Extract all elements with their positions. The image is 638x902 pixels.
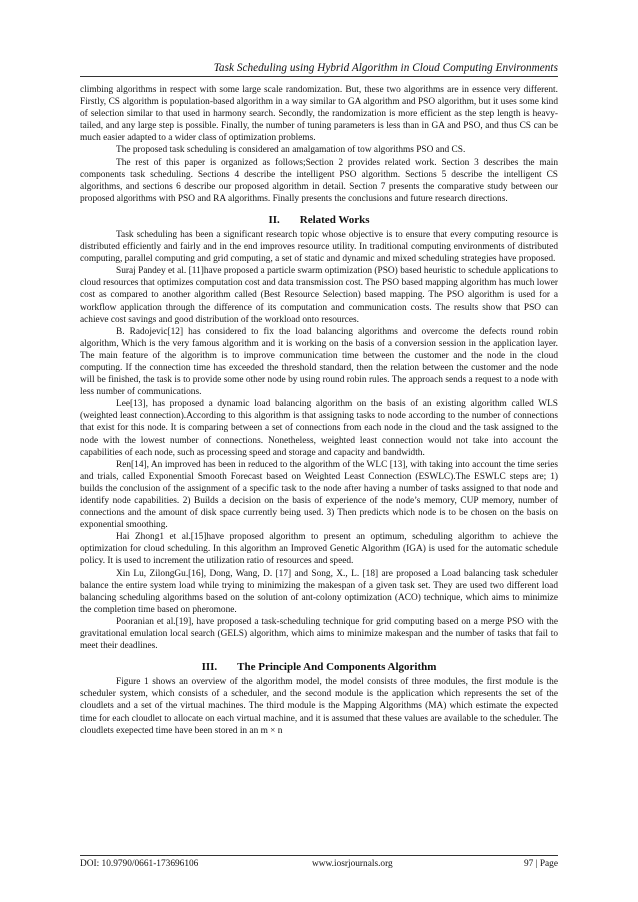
header-rule [80, 76, 558, 77]
paragraph: Hai Zhong1 et al.[15]have proposed algorithm to present an optimum, scheduling algorithm to achieve the optimization for cloud scheduling. In this algorithm an Improved Genetic Algorithm (IGA) is used for the automatic schedule policy. It is used to increment the utilization ratio of resources and speed. [80, 532, 558, 567]
journal-website: www.iosrjournals.org [312, 859, 393, 869]
doi-label: DOI: 10.9790/0661-173696106 [80, 859, 199, 869]
section-heading-related-works [80, 214, 558, 227]
paragraph: B. Radojevic[12] has considered to fix the load balancing algorithms and overcome the defects round robin algorithm, Which is the very famous algorithm and it is working on the basis of a conversion session in the application layer. The main feature of the algorithm is to improve communication time between the customer and the node in the cloud computing. If the connection time has exceeded the threshold standard, then the relation between the customer and the node will be finished, the task is to provide some other node by using round robin rules. The approach sends a request to a node with less number of communications. [80, 326, 558, 398]
section-number: III. [201, 661, 218, 674]
paragraph: The rest of this paper is organized as follows;Section 2 provides related work. Section 3 describes the main components task scheduling. Sections 4 describe the intelligent PSO algorithm. Sections 5 describe the intelligent CS algorithms, and sections 6 describe our proposed algorithm in detail. Section 7 presents the comparative study between our proposed algorithms with PSO and RA algorithms. Finally presents the conclusions and future research directions. [80, 157, 558, 204]
page [80, 0, 558, 902]
page-footer [80, 858, 558, 872]
section-number: II. [268, 213, 280, 226]
running-header: Task Scheduling using Hybrid Algorithm in Cloud Computing Environments [213, 62, 558, 74]
page-number: 97 | Page [523, 859, 558, 869]
paragraph: Xin Lu, ZilongGu.[16], Dong, Wang, D. [17] and Song, X., L. [18] are proposed a Load balancing task scheduler balance the entire system load while trying to minimizing the makespan of a given task set. They are used two different load balancing scheduling algorithms based on the solution of ant-colony optimization (ACO) technique, which aims to minimize the completion time based on pheromone. [80, 568, 558, 615]
paragraph: Lee[13], has proposed a dynamic load balancing algorithm on the basis of an existing algorithm called WLS (weighted least connection).According to this algorithm is that assigning tasks to node according to the number of connections that exist for this node. It is comparing between a set of connections from each node in the cloud and the task assigned to the node with the lowest number of connections. Nonetheless, weighted least connection would not take into account the capabilities of each node, such as processing speed and storage and capacity and bandwidth. [80, 399, 558, 458]
paragraph: climbing algorithms in respect with some large scale randomization. But, these two algorithms are in essence very different. Firstly, CS algorithm is population-based algorithm in a way similar to GA algorithm and PSO algorithm, but it uses some kind of selection similar to that used in harmony search. Secondly, the randomization is more efficient as the step length is heavy-tailed, and any large step is possible. Finally, the number of tuning parameters is less than in GA and PSO, and thus CS can be much easier adapted to a wider class of optimization problems. [80, 85, 558, 144]
section-title: The Principle And Components Algorithm [237, 661, 437, 674]
page-body [80, 84, 558, 737]
paragraph: Suraj Pandey et al. [11]have proposed a particle swarm optimization (PSO) based heuristic to schedule applications to cloud resources that optimizes computation cost and data transmission cost. The PSO based mapping algorithm has much lower cost as compared to another algorithm called (Best Resource Selection) based mapping. The PSO algorithm is used for a workflow application through the difference of its computation and communication costs. The results show that PSO can achieve cost savings and good distribution of the workload onto resources. [80, 266, 558, 325]
footer-rule [80, 855, 558, 856]
section-heading-principle [80, 661, 558, 674]
paragraph: Figure 1 shows an overview of the algorithm model, the model consists of three modules, the first module is the scheduler system, which consists of a scheduler, and the second module is the application which represents the set of the cloudlets and a set of the virtual machines. The third module is the Mapping Algorithms (MA) which estimate the expected time for each cloudlet to allocate on each virtual machine, and it is assumed that these values are available to the scheduler. The cloudlets exepected time have been stored in an m × n [80, 677, 558, 736]
paragraph: Pooranian et al.[19], have proposed a task-scheduling technique for grid computing based on a merge PSO with the gravitational emulation local search (GELS) algorithm, which aims to minimize makespan and the number of tasks that fail to meet their deadlines. [80, 616, 558, 652]
paragraph: Task scheduling has been a significant research topic whose objective is to ensure that every computing resource is distributed efficiently and fairly and in the end improves resource utility. In traditional computing environments of distributed computing, parallel computing and grid computing, a set of static and dynamic and mixed scheduling strategies have proposed. [80, 229, 558, 265]
paragraph: Ren[14], An improved has been in reduced to the algorithm of the WLC [13], with taking into account the time series and trials, called Exponential Smooth Forecast based on Weighted Least Connection (ESWLC).The ESWLC steps are; 1) builds the conclusion of the assignment of a specific task to the node after having a number of tasks assigned to that node and identify node capabilities. 2) Builds a decision on the basis of experience of the node’s memory, CUP memory, number of connections and the amount of disk space currently being used. 3) Then predicts which node is to be chosen on the basis on exponential smoothing. [80, 459, 558, 531]
paragraph: The proposed task scheduling is considered an amalgamation of tow algorithms PSO and CS. [116, 145, 466, 156]
section-title: Related Works [299, 213, 370, 226]
